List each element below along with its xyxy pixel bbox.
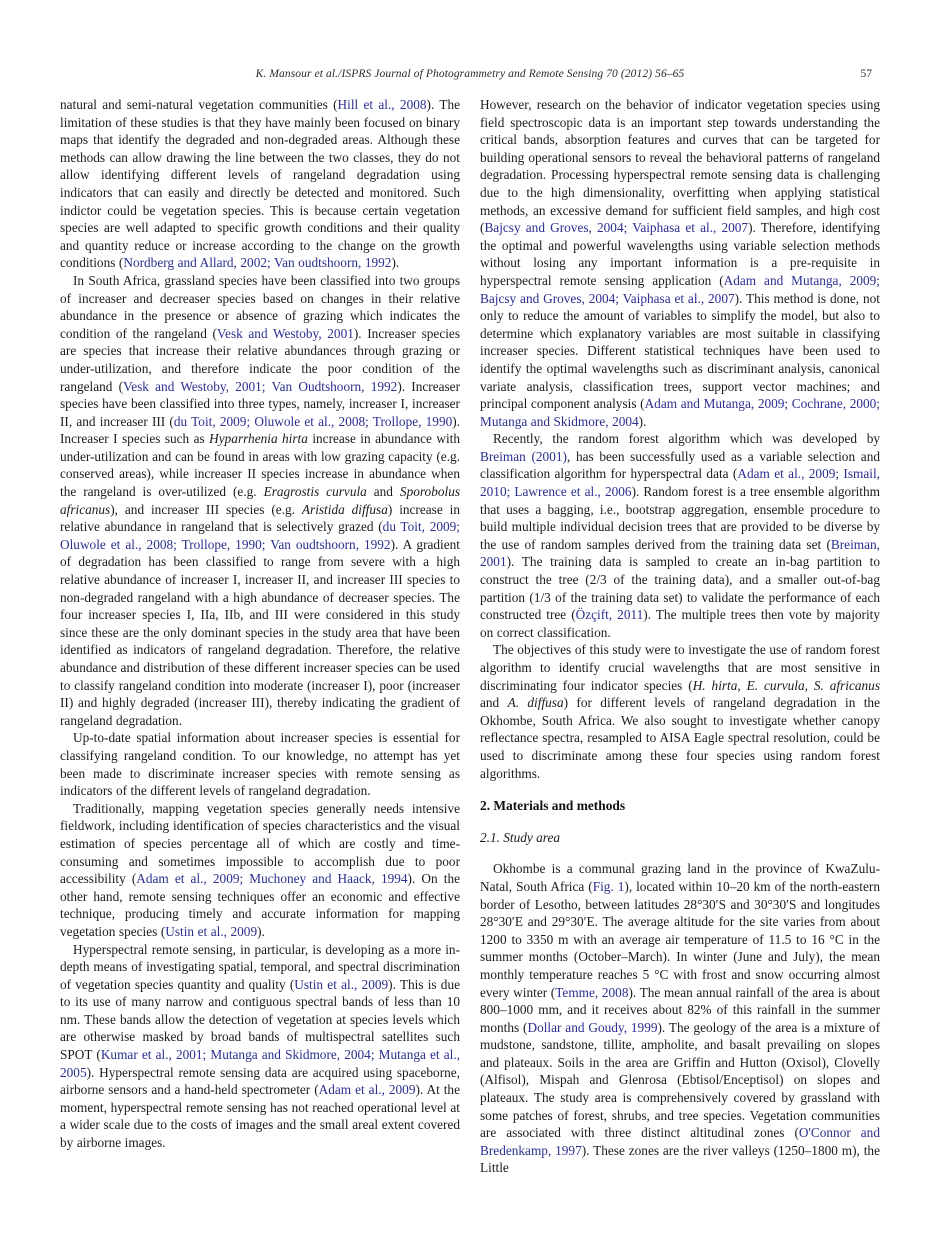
paragraph (60, 800, 460, 941)
text-run: and (480, 695, 508, 711)
text-run: , (737, 677, 747, 693)
text-run: , has been successfully used as a variable selection and classification algorithm for hyperspectral data ( (480, 448, 880, 482)
species-name: Aristida diffusa (301, 501, 388, 517)
citation-link[interactable]: Bajcsy and Groves, 2004; Vaiphasa et al., 2007 (484, 220, 749, 236)
citation-link[interactable]: Dollar and Goudy, 1999 (527, 1019, 658, 1035)
citation-link[interactable]: Özçift, 2011 (575, 607, 644, 623)
subsection-heading: 2.1. Study area (480, 829, 561, 845)
paragraph (60, 272, 460, 729)
text-run: ), and increaser III species (e.g. (110, 501, 302, 517)
text-run: Okhombe is a communal grazing land in the province of KwaZulu-Natal, South Africa ( (480, 861, 880, 894)
citation-link[interactable]: Ustin et al., 2009 (165, 923, 258, 939)
page-number: 57 (860, 68, 872, 80)
text-run: ). Random forest is a tree ensemble algorithm that uses a bagging, i.e., bootstrap aggregation, ensemble procedure to build multiple individual decision trees that are provided to be diverse by the use of random samples derived from the training data set ( (480, 484, 880, 552)
species-name: A. diffusa (507, 695, 564, 711)
text-run: ). A gradient of degradation has been classified to range from severe with a high relative abundance of increaser I, increaser II, and increaser III species to non-degraded rangeland with a high abundance of decreaser species. The four increaser species I, IIa, IIb, and III were considered in this study since these are the only dominant species in the study area that have been identified as indicators of rangeland degradation. Therefore, the relative abundance and distribution of these different increaser species can be used to classify rangeland condition into moderate (increaser I), poor (increaser II) and highly degraded (increaser III), thereby indicating the gradient of rangeland degradation. (60, 536, 460, 728)
citation-link[interactable]: Adam et al., 2009 (318, 1082, 416, 1098)
text-run: and (366, 484, 400, 500)
text-run: ). The multiple trees then vote by majority on correct classification. (480, 607, 880, 640)
text-run: ). The geology of the area is a mixture of mudstone, sandstone, tillite, ampholite, and basalt prevailing on slopes and plateaux. Soils in the area are Griffin and Hutton (Oxisol), Clovelly (Alfisol), Mispah and Glenrosa (Ebtisol/Enceptisol) on slopes and plateaux. The study area is comprehensively covered by grassland with some patches of forest, shrubs, and tree species. Vegetation communities are associated with three distinct altitudinal zones ( (480, 1019, 881, 1141)
citation-link[interactable]: Adam et al., 2009; Muchoney and Haack, 1994 (136, 871, 408, 887)
text-run: ). Increaser species have been classified into three types, namely, increaser I, increaser II, and increaser III ( (60, 378, 460, 429)
paragraph (60, 941, 460, 1152)
column-left (60, 96, 460, 1177)
text-run: increase in abundance with under-utilization and can be found in areas with low grazing capacity (e.g. conserved areas), while increaser II species increase in abundance when the rangeland is over-utilized (e.g. (60, 431, 460, 500)
text-run: ). (391, 255, 400, 271)
citation-link[interactable]: Temme, 2008 (555, 984, 629, 1000)
citation-link[interactable]: Adam and Mutanga, 2009; Bajcsy and Groves, 2004; Vaiphasa et al., 2007 (480, 272, 880, 306)
citation-link[interactable]: Breiman (2001) (480, 448, 567, 464)
citation-link[interactable]: Nordberg and Allard, 2002; Van oudtshoorn, 1992 (123, 255, 392, 271)
text-run: ). These zones are the river valleys (1250–1800 m), the Little (480, 1142, 880, 1176)
text-run: ). The limitation of these studies is that they have mainly been focused on binary maps that identify the degraded and non-degraded areas. Although these methods can allow drawing the line between the two classes, they do not allow identifying different levels of rangeland degradation using indicators that can easily and directly be detected and monitored. Such indictor could be vegetation species. This is because certain vegetation species are well adapted to specific growth conditions and their quality and quantity reduce or increase according to the change on the growth conditions ( (60, 97, 460, 271)
text-run: ). (257, 923, 265, 939)
paragraph (480, 641, 880, 782)
citation-link[interactable]: O'Connor and Bredenkamp, 1997 (480, 1125, 880, 1158)
text-run: ). This is due to its use of many narrow and contiguous spectral bands of less than 10 nm. These bands allow the detection of vegetation at species levels which are otherwise masked by broad bands of multispectral satellites such SPOT ( (60, 976, 461, 1063)
text-run: ). The mean annual rainfall of the area is about 800–1000 mm, and it receives about 82% of this rainfall in the summer months ( (480, 984, 880, 1035)
citation-link[interactable]: Vesk and Westoby, 2001; Van Oudtshoorn, 1992 (123, 378, 398, 394)
citation-link[interactable]: Hill et al., 2008 (337, 97, 427, 112)
citation-link[interactable]: Fig. 1 (592, 878, 625, 894)
citation-link[interactable]: du Toit, 2009; Oluwole et al., 2008; Trollope, 1990; Van oudtshoorn, 1992 (60, 519, 460, 552)
species-name: Sporobolus africanus (60, 484, 461, 517)
paragraph (60, 729, 460, 799)
text-run: ). Therefore, identifying the optimal and powerful wavelengths using variable selection methods without losing any important information is a pre-requisite in hyperspectral remote sensing application ( (480, 220, 880, 288)
text-run: The objectives of this study were to investigate the use of random forest algorithm to identify crucial wavelengths that are most sensitive in discriminating four indicator species ( (480, 642, 880, 693)
running-title: K. Mansour et al./ISPRS Journal of Photogrammetry and Remote Sensing 70 (2012) 56–65 (255, 68, 685, 80)
text-run: ). On the other hand, remote sensing techniques offer an economic and effective technique, producing timely and accurate information for mapping vegetation species ( (60, 871, 460, 939)
citation-link[interactable]: Breiman, 2001 (480, 536, 880, 570)
column-right (480, 96, 880, 1177)
text-run: ) for different levels of rangeland degradation in the Okhombe, South Africa. We also sought to investigate whether canopy reflectance spectra, resampled to AISA Eagle spectral resolution, could be used to discriminate among these four species using random forest algorithms. (480, 695, 880, 781)
paragraph (480, 430, 880, 641)
text-run: , (804, 677, 814, 693)
text-run: In South Africa, grassland species have been classified into two groups of increaser and decreaser species based on changes in their relative abundance in the presence or absence of grazing which indicates the condition of the rangeland ( (60, 272, 460, 341)
citation-link[interactable]: Vesk and Westoby, 2001 (216, 325, 354, 341)
text-run: natural and semi-natural vegetation communities ( (60, 97, 338, 112)
text-run: ) increase in relative abundance in rangeland that is selectively grazed ( (60, 501, 460, 535)
citation-link[interactable]: Adam et al., 2009; Ismail, 2010; Lawrence et al., 2006 (480, 466, 880, 500)
paragraph (480, 860, 880, 1177)
text-run: ), located within 10–20 km of the north-eastern border of Lesotho, between latitudes 28°30′S and 30°30′S and longitudes 28°30′E and 29°30′E. The average altitude for the site varies from about 1200 to 3350 m with an average air temperature of 11.5 to 16 °C in the summer months (October–March). In winter (June and July), the mean monthly temperature reaches 5 °C with frost and snow occurring almost every winter ( (480, 878, 880, 1000)
paragraph (60, 96, 460, 272)
species-name: Eragrostis curvula (263, 484, 367, 500)
text-run: However, research on the behavior of indicator vegetation species using field spectroscopic data is an important step towards understanding the critical bands, absorption features and curves that can be targeted for building operational sensors to reveal the behavioral patterns of rangeland degradation. Processing hyperspectral remote sensing data is challenging due to the high dimensionality, overfitting when applying statistical methods, an excessive demand for sufficient field samples, and high cost ( (480, 97, 880, 236)
paragraph (480, 96, 880, 430)
citation-link[interactable]: Ustin et al., 2009 (294, 976, 389, 992)
text-run: ). (638, 413, 647, 429)
running-head (60, 68, 880, 86)
text-run: Traditionally, mapping vegetation species generally needs intensive fieldwork, including identification of species characteristics and the visual estimation of species percentage all of which are costly and time-consuming and sometimes impossible to accomplish due to poor accessibility ( (60, 800, 460, 887)
text-run: ). At the moment, hyperspectral remote sensing has not reached operational level at a wider scale due to the costs of images and the small areal extent covered by airborne images. (60, 1082, 460, 1151)
text-run: Hyperspectral remote sensing, in particular, is developing as a more in-depth means of investigating spatial, temporal, and spectral discrimination of vegetation species quantity and quality ( (60, 941, 460, 992)
citation-link[interactable]: du Toit, 2009; Oluwole et al., 2008; Trollope, 1990 (173, 413, 453, 429)
text-run: ). The training data is sampled to create an in-bag partition to construct the tree (2/3 of the training data), and a smaller out-of-bag partition (1/3 of the training data set) to validate the performance of each constructed tree ( (480, 554, 880, 623)
text-run: ). Hyperspectral remote sensing data are acquired using spaceborne, airborne sensors and a hand-held spectrometer ( (60, 1064, 460, 1098)
text-run: ). This method is done, not only to reduce the amount of variables to simplify the model, but also to determine which explanatory variables are most suitable in classifying increaser species. Different statistical techniques have been used to identify the optimal wavelengths such as discriminant analysis, canonical variate analysis, classification trees, support vector machines; and principal component analysis ( (480, 290, 880, 412)
species-name: Hyparrhenia hirta (209, 431, 308, 447)
citation-link[interactable]: Adam and Mutanga, 2009; Cochrane, 2000; Mutanga and Skidmore, 2004 (480, 396, 880, 429)
species-name: H. hirta (692, 677, 738, 693)
article-body (60, 96, 880, 1177)
text-run: Recently, the random forest algorithm which was developed by (493, 431, 880, 447)
text-run: ). Increaser I species such as (60, 413, 461, 447)
text-run: Up-to-date spatial information about increaser species is essential for classifying rangeland condition. To our knowledge, no attempt has yet been made to discriminate increaser species with remote sensing as indicators of the different levels of rangeland degradation. (60, 730, 460, 799)
citation-link[interactable]: Kumar et al., 2001; Mutanga and Skidmore, 2004; Mutanga et al., 2005 (60, 1047, 460, 1080)
species-name: S. africanus (813, 677, 881, 693)
section-heading: 2. Materials and methods (480, 798, 626, 814)
species-name: E. curvula (746, 677, 805, 693)
text-run: ). Increaser species are species that increase their relative abundances through grazing or under-utilization, and therefore indicate the poor condition of the rangeland ( (60, 325, 460, 394)
